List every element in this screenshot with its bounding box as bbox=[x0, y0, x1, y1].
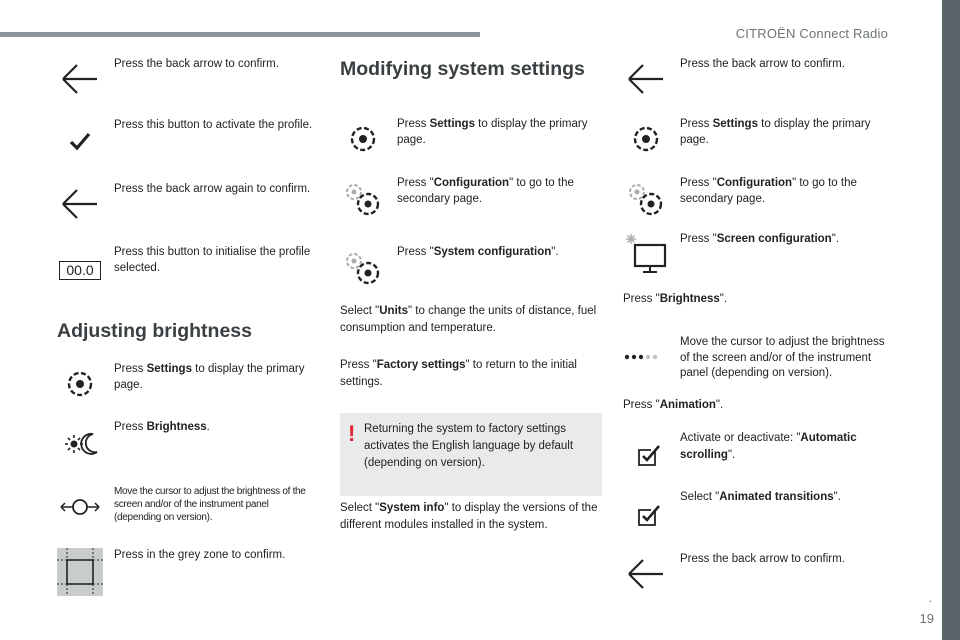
settings-gear-icon bbox=[340, 117, 386, 161]
screen-configuration-icon bbox=[623, 232, 669, 276]
brightness-sun-moon-icon bbox=[57, 420, 103, 464]
configuration-gears-icon bbox=[340, 176, 386, 220]
checkmark-icon bbox=[57, 118, 103, 162]
back-arrow-icon bbox=[57, 57, 103, 101]
back-arrow-icon bbox=[623, 552, 669, 596]
settings-gear-icon bbox=[623, 117, 669, 161]
warning-icon: ! bbox=[348, 421, 356, 446]
units-instruction: Select "Units" to change the units of distance, fuel consumption and temperature. bbox=[340, 305, 597, 334]
checkbox-icon bbox=[623, 430, 669, 474]
system-settings-heading: Modifying system settings bbox=[340, 58, 585, 80]
configuration-gears-icon bbox=[340, 245, 386, 289]
slider-cursor-icon bbox=[57, 485, 103, 529]
page-header-title: CITROËN Connect Radio bbox=[735, 26, 888, 41]
side-strip bbox=[942, 0, 960, 640]
checkbox-icon bbox=[623, 490, 669, 534]
grey-zone-icon bbox=[57, 548, 103, 596]
slider-dots-icon bbox=[623, 335, 669, 379]
brightness-heading: Adjusting brightness bbox=[57, 320, 252, 342]
system-info-instruction: Select "System info" to display the versions of the different modules installed in the system. bbox=[340, 502, 598, 531]
animation-instruction: Press "Animation". bbox=[623, 399, 724, 411]
reset-counter-icon: 00.0 bbox=[57, 245, 103, 289]
brightness-instruction: Press "Brightness". bbox=[623, 293, 728, 305]
factory-settings-instruction: Press "Factory settings" to return to the initial settings. bbox=[340, 359, 577, 388]
factory-reset-warning: ! Returning the system to factory settings activates the English language by default (depending on version). bbox=[340, 413, 602, 496]
page-number: 19 bbox=[919, 611, 934, 626]
continuation-marker: . bbox=[928, 591, 932, 605]
settings-gear-icon bbox=[57, 362, 103, 406]
back-arrow-icon bbox=[623, 57, 669, 101]
back-arrow-icon bbox=[57, 182, 103, 226]
top-rule bbox=[0, 32, 480, 37]
configuration-gears-icon bbox=[623, 176, 669, 220]
